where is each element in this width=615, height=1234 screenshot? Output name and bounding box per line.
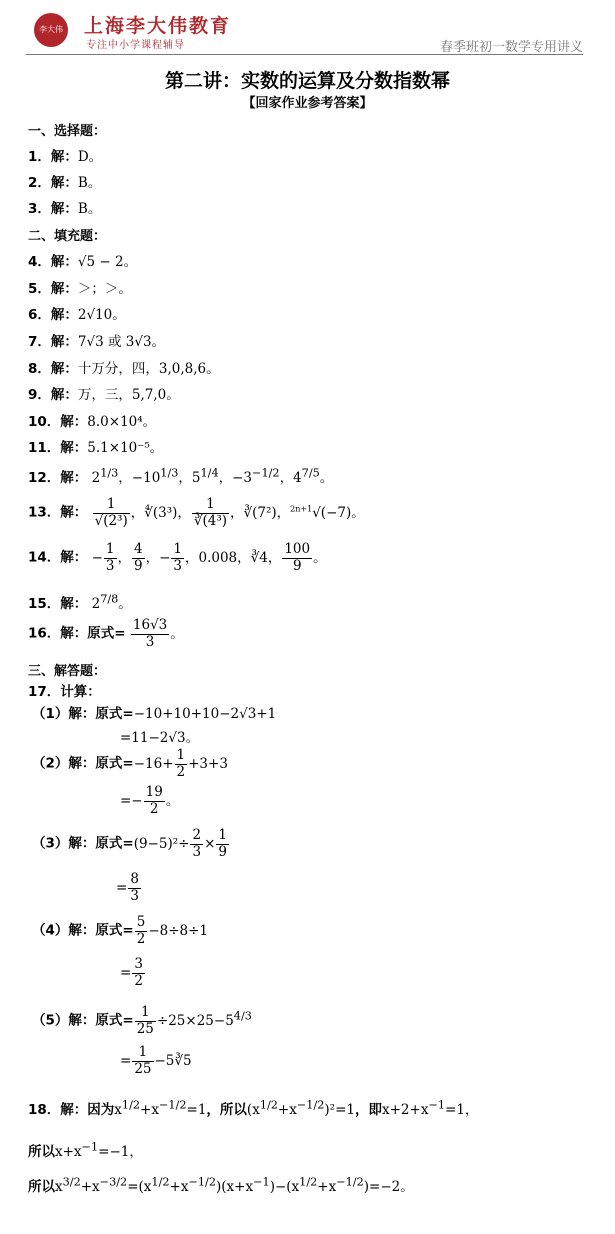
problem-18-step3: 所以$x^{3/2}+x^{-3/2}=(x^{1/2}+x^{-1/2})(x+x^{-1})-(x^{1/2}+x^{-1/2})=-2$。: [28, 1175, 414, 1195]
problem-17-1-result: =11−2√3。: [120, 730, 200, 746]
answer-10: 10．解：8.0×10⁴。: [28, 414, 157, 430]
answer-15: 15．解： $2^{7/8}$。: [28, 592, 132, 612]
problem-17: 17．计算：: [28, 684, 101, 700]
answer-8: 8．解：十万分，四，3,0,8,6。: [28, 361, 220, 377]
problem-17-4: （4）解：原式= $\frac{5}{2}$ −8÷8÷1: [32, 914, 209, 947]
brand-name: 上海李大伟教育: [84, 15, 232, 37]
page-header: [0, 0, 615, 58]
answer-1: 1．解：D。: [28, 149, 103, 165]
problem-17-2: （2）解：原式=−16+ $\frac{1}{2}$ +3+3: [32, 747, 228, 780]
problem-17-3-result: = $\frac{8}{3}$: [116, 871, 139, 904]
page-title: 第二讲：实数的运算及分数指数幂: [164, 70, 450, 92]
answer-12: 12．解： $2^{1/3}$，$-10^{1/3}$，$5^{1/4}$，$-3^{-1/2}$，$4^{7/5}$。: [28, 466, 334, 486]
answer-16: 16．解：原式= $\frac{16√3}{3}$ 。: [28, 617, 184, 650]
answer-11: 11．解：5.1×10⁻⁵。: [28, 440, 164, 456]
answer-9: 9．解：万，三，5,7,0。: [28, 387, 180, 403]
problem-17-4-result: = $\frac{3}{2}$: [120, 956, 143, 989]
problem-17-5-result: = $\frac{1}{25}$ −5∛5: [120, 1044, 192, 1077]
answer-2: 2．解：B。: [28, 175, 102, 191]
section-heading: 一、选择题：: [28, 124, 107, 139]
problem-18-step2: 所以$x+x^{-1}=-1$，: [28, 1140, 143, 1160]
header-divider: [26, 54, 583, 55]
problem-17-3: （3）解：原式=(9−5)²÷ $\frac{2}{3}$ × $\frac{1}{9}$: [32, 827, 227, 860]
problem-17-1: （1）解：原式=−10+10+10−2√3+1: [32, 706, 277, 722]
section-heading: 三、解答题：: [28, 664, 107, 679]
answer-13: 13．解： $\frac{1}{\text{√(2³)}}$ ，∜(3³)， $\frac{1}{\text{∛(4³)}}$ ，∛(7²)，$^{2n+1}$√(−7)。: [28, 496, 365, 529]
answer-4: 4．解：√5 − 2。: [28, 254, 138, 270]
brand-slogan: 专注中小学课程辅导: [86, 40, 185, 51]
course-name: 春季班初一数学专用讲义: [439, 40, 583, 55]
section-heading: 二、填充题：: [28, 229, 107, 244]
answer-3: 3．解：B。: [28, 201, 102, 217]
answer-6: 6．解：2√10。: [28, 307, 126, 323]
problem-18: 18．解：因为$x^{1/2}+x^{-1/2}=1$，所以$(x^{1/2}+x^{-1/2})^2=1$，即$x+2+x^{-1}=1$，: [28, 1098, 479, 1118]
answer-7: 7．解：7√3 或 3√3。: [28, 334, 166, 350]
page-subtitle: 【回家作业参考答案】: [242, 96, 373, 111]
logo-icon: 李大伟: [34, 13, 68, 47]
answer-14: 14．解： − $\frac{1}{3}$ ， $\frac{4}{9}$ ，− $\frac{1}{3}$ ，0.008，∛4， $\frac{100}{9}$ 。: [28, 541, 327, 574]
answer-5: 5．解：＞；＞。: [28, 281, 132, 297]
problem-17-2-result: =− $\frac{19}{2}$ 。: [120, 784, 180, 817]
problem-17-5: （5）解：原式= $\frac{1}{25}$ $\div 25\times 25-5^{4/3}$: [32, 1004, 252, 1037]
